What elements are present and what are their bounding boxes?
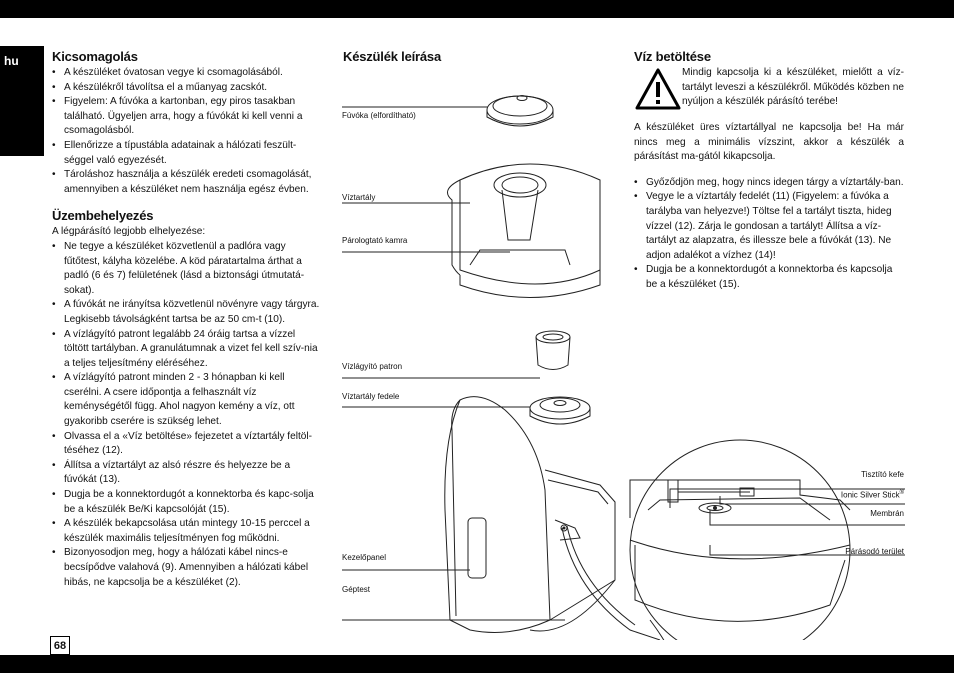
- top-bar: [0, 0, 954, 18]
- list-item: • Tároláshoz használja a készülék eredeti csomagolását, amennyiben a készüléket nem használja egész évben.: [52, 168, 322, 197]
- list-item: • Dugja be a konnektordugót a konnektorba és kapc-solja be a készülék Be/Ki kapcsolóját (15).: [52, 488, 322, 517]
- label-area: Párásodó terület: [845, 547, 904, 556]
- filling-title: Víz betöltése: [634, 49, 711, 64]
- label-tank: Víztartály: [342, 193, 376, 202]
- list-item: • A készülék bekapcsolása után mintegy 10-15 perccel a készülék maximális teljesítményen fog működni.: [52, 517, 322, 546]
- label-chamber: Párologtató kamra: [342, 236, 408, 245]
- warning-text: Mindig kapcsolja ki a készüléket, mielőtt a víz-tartályt leveszi a készülékről. Működés közben ne nyúljon a készülék párásító terébe!: [682, 67, 904, 108]
- left-column: [52, 49, 322, 590]
- filling-paragraph: A készüléket üres víztartállyal ne kapcsolja be! Ha már nincs meg a minimális vízszint, akkor a készülék a párásítást ma-gától kikapcsolja.: [634, 122, 904, 163]
- list-item: • Olvassa el a «Víz betöltése» fejezetet a víztartály feltöl-téséhez (12).: [52, 430, 322, 459]
- page-number: 68: [50, 636, 70, 655]
- label-brush: Tisztító kefe: [861, 470, 904, 479]
- list-item: • Bizonyosodjon meg, hogy a hálózati kábel nincs-e becsípődve valahová (9). Amennyiben a hálózati kábel hibás, ne kapcsolja be a készüléket (2).: [52, 546, 322, 590]
- packaging-title: Kicsomagolás: [52, 49, 138, 64]
- list-item: • A készüléket óvatosan vegye ki csomagolásából.: [52, 66, 322, 81]
- label-base: Géptest: [342, 585, 371, 594]
- warning-block: [634, 66, 904, 110]
- description-title: Készülék leírása: [343, 49, 441, 64]
- label-nozzle: Fúvóka (elfordítható): [342, 111, 416, 120]
- list-item: • A vízlágyító patront legalább 24 óráig tartsa a vízzel töltött tartályban. A granulátumnak a vizet fel kell szív-nia a teljes teljesítmény eléréséhez.: [52, 328, 322, 372]
- right-column: [634, 49, 904, 293]
- list-item: • A készülékről távolítsa el a műanyag zacskót.: [52, 81, 322, 96]
- list-item: • Figyelem: A fúvóka a kartonban, egy piros tasakban található. Ügyeljen arra, hogy a fúvókát ki kell venni a csomagolásból.: [52, 95, 322, 139]
- filling-list: [634, 176, 904, 293]
- label-panel: Kezelőpanel: [342, 553, 387, 562]
- list-item: • Győződjön meg, hogy nincs idegen tárgy a víztartály-ban.: [634, 176, 904, 191]
- label-ionic-stick-reg: ®: [899, 490, 904, 496]
- bottom-bar: [0, 655, 954, 673]
- language-tab: [0, 46, 44, 156]
- list-item: • Állítsa a víztartályt az alsó részre és helyezze be a fúvókát (13).: [52, 459, 322, 488]
- label-cartridge: Vízlágyító patron: [342, 362, 403, 371]
- setup-list: [52, 240, 322, 590]
- label-ionic-stick: [841, 488, 904, 501]
- list-item: • Vegye le a víztartály fedelét (11) (Figyelem: a fúvóka a tarályba van helyezve!) Töltse fel a tartályt tiszta, hideg vízzel (12). Zárja le gondosan a tartályt! Állítsa a víz-tartályt az alapzatra, és illessze bele a fúvókát (13). Ne adjon adalékot a vízhez (14)!: [634, 190, 904, 263]
- label-tank-lid: Víztartály fedele: [342, 392, 400, 401]
- list-item: • A vízlágyító patront minden 2 - 3 hónapban ki kell cserélni. A csere időpontja a felhasznált víz keménységétől függ. Ahol nagyon kemény a víz, ott gyakoribb cserére is szükség lehet.: [52, 371, 322, 429]
- warning-triangle-icon: [634, 68, 682, 110]
- list-item: • Ellenőrizze a típustábla adatainak a hálózati feszült-séggel való egyezését.: [52, 139, 322, 168]
- list-item: • A fúvókát ne irányítsa közvetlenül növényre vagy tárgyra. Legkisebb távolságként tartsa be az 50 cm-t (10).: [52, 298, 322, 327]
- setup-intro: A légpárásító legjobb elhelyezése:: [52, 226, 206, 238]
- list-item: • Ne tegye a készüléket közvetlenül a padlóra vagy fűtőtest, kályha közelébe. A köd páratartalma árthat a padló (6 és 7) felületének (lásd a biztonsági útmutatá-sokat).: [52, 240, 322, 298]
- language-code: hu: [4, 54, 19, 68]
- list-item: • Dugja be a konnektordugót a konnektorba és kapcsolja be a készüléket (15).: [634, 263, 904, 292]
- label-membrane: Membrán: [870, 509, 904, 518]
- packaging-list: [52, 66, 322, 197]
- setup-title: Üzembehelyezés: [52, 208, 154, 224]
- label-ionic-stick-text: Ionic Silver Stick: [840, 490, 900, 500]
